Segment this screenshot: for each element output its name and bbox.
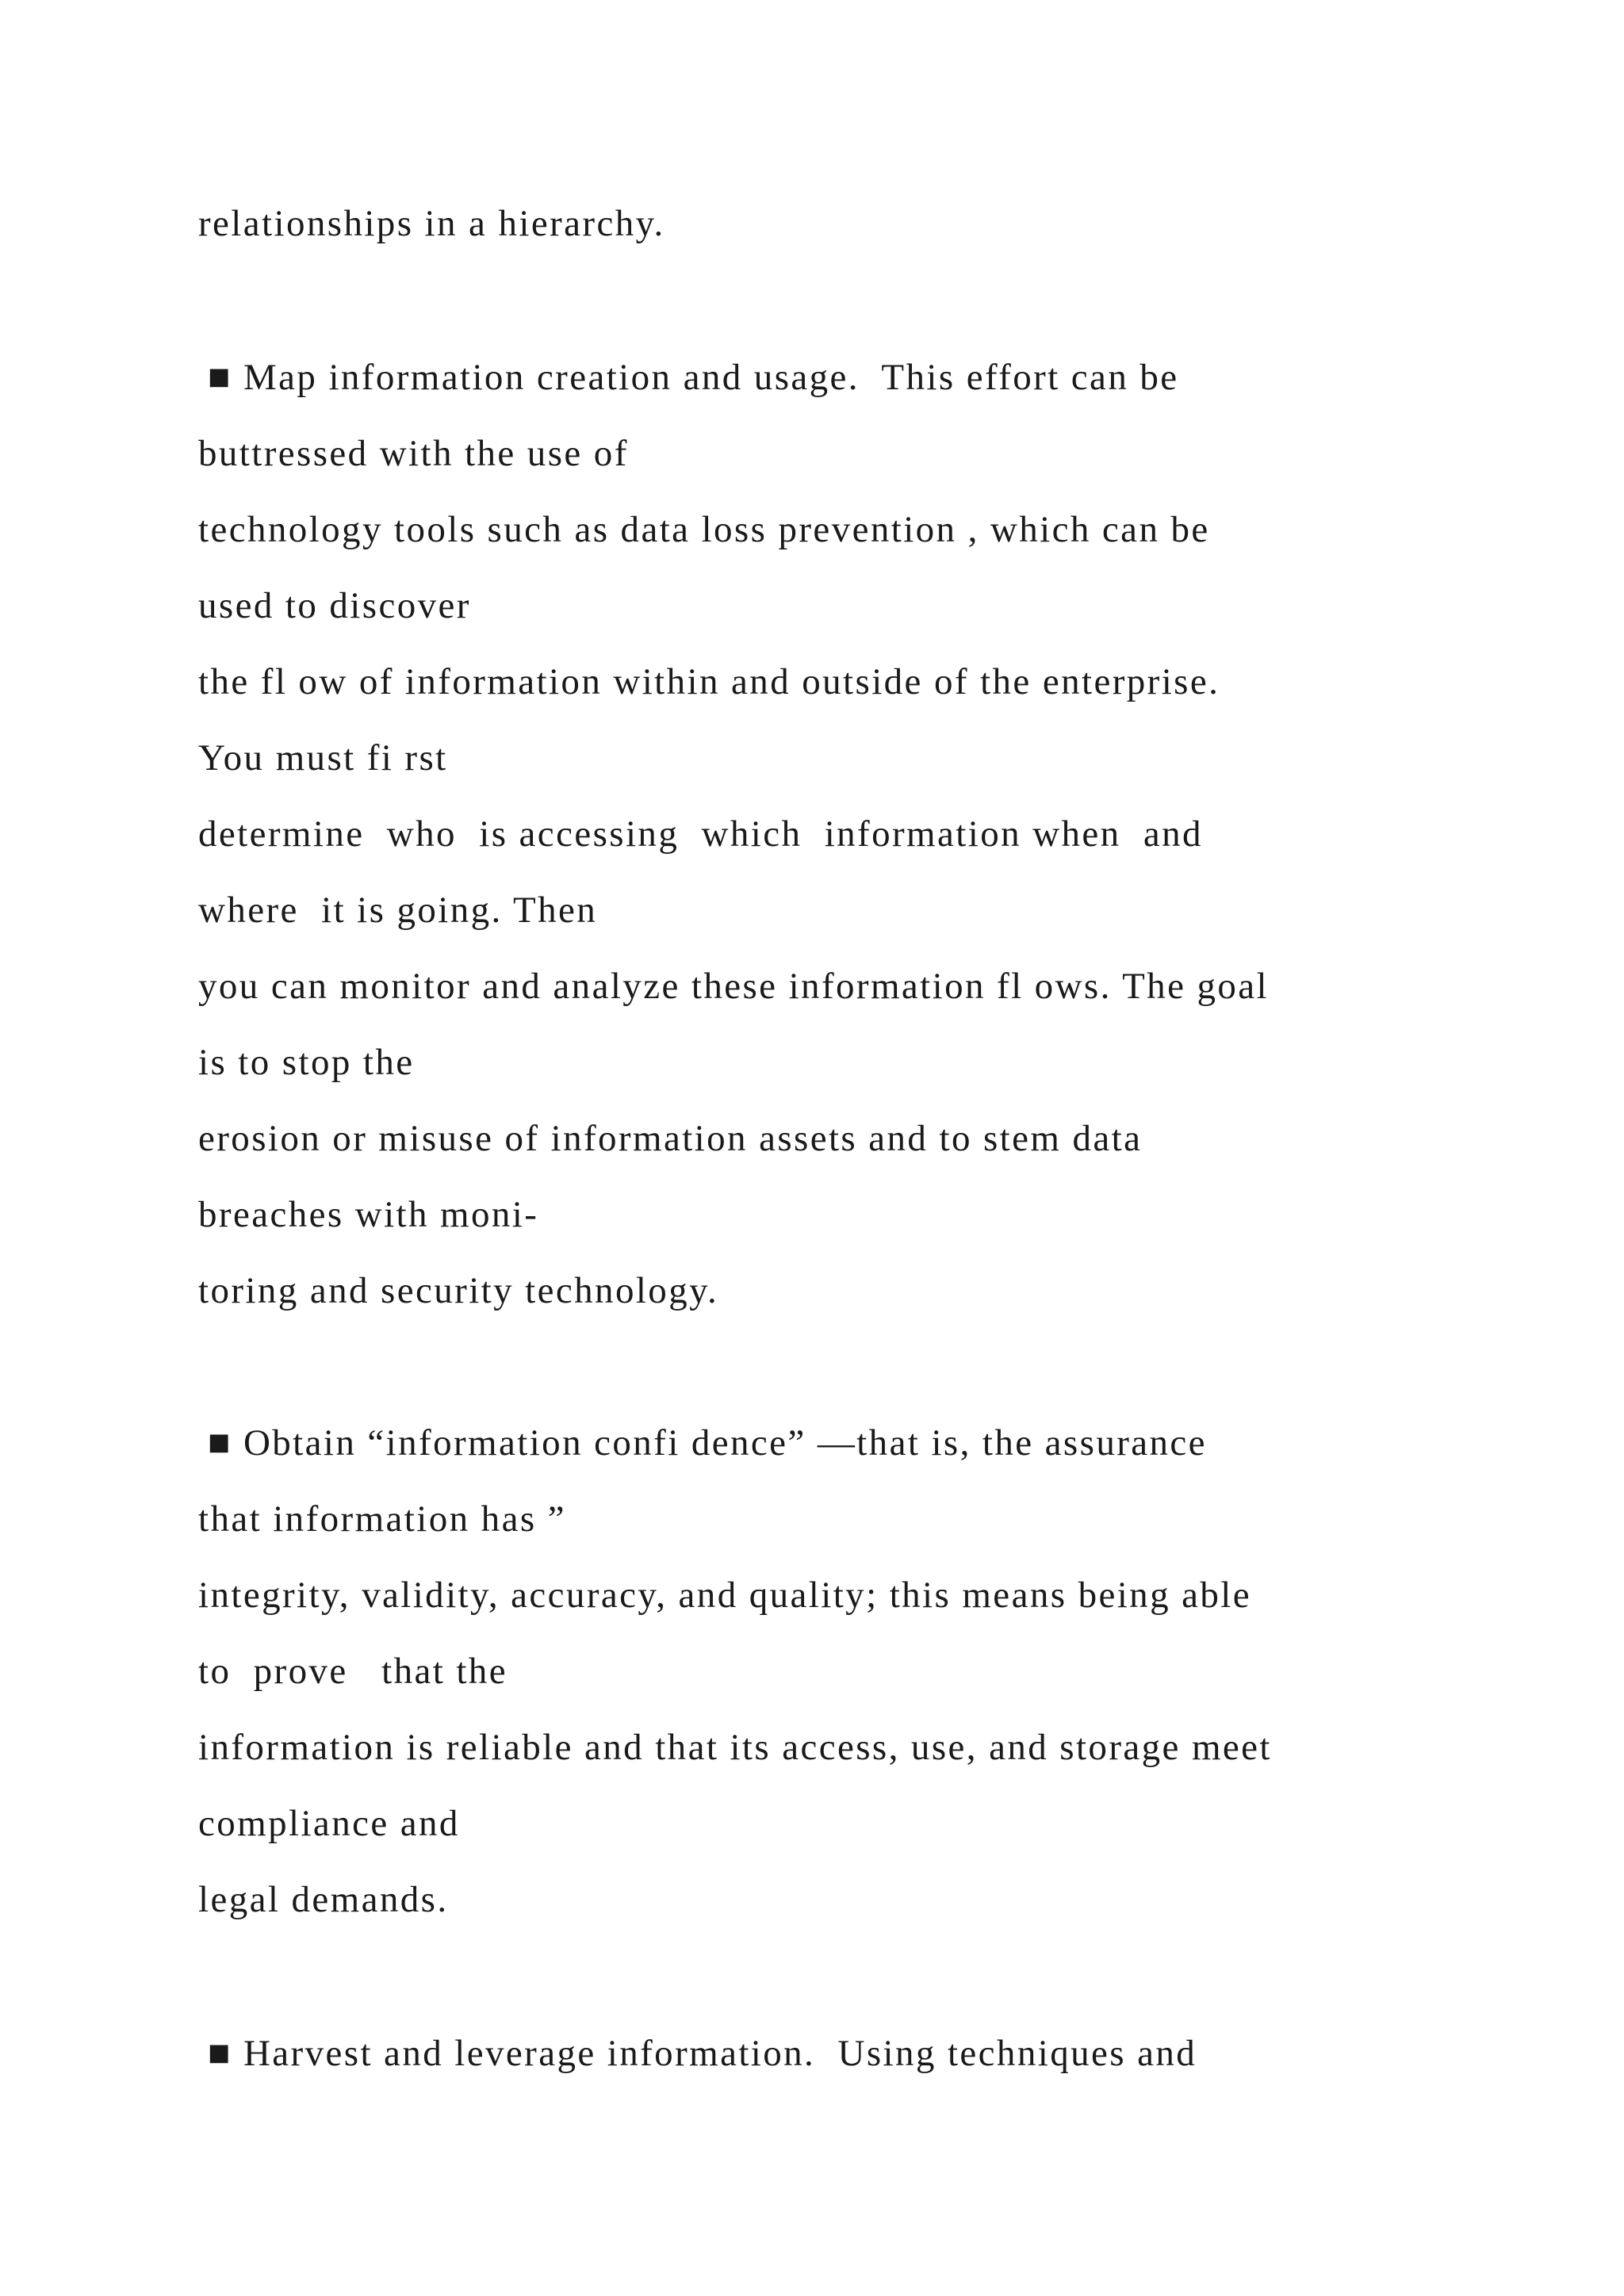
text-line: erosion or misuse of information assets and to stem data — [198, 1118, 1143, 1159]
text-line: compliance and — [198, 1803, 460, 1844]
bullet-item-harvest-information: ■ Harvest and leverage information. Using techniques and — [208, 2033, 1197, 2074]
text-line: is to stop the — [198, 1042, 415, 1083]
text-line: determine who is accessing which information when and — [198, 813, 1203, 855]
bullet-item-map-information: ■ Map information creation and usage. This effort can be — [208, 357, 1179, 398]
text-line: used to discover — [198, 585, 471, 626]
text-line: technology tools such as data loss prevention , which can be — [198, 509, 1210, 550]
bullet-item-information-confidence: ■ Obtain “information confi dence” —that is, the assurance — [208, 1422, 1207, 1464]
text-line: integrity, validity, accuracy, and quality; this means being able — [198, 1575, 1252, 1616]
text-line: You must fi rst — [198, 737, 448, 779]
text-line: buttressed with the use of — [198, 433, 629, 474]
text-line: information is reliable and that its access, use, and storage meet — [198, 1727, 1272, 1768]
text-line: you can monitor and analyze these information fl ows. The goal — [198, 966, 1270, 1007]
text-line: the fl ow of information within and outside of the enterprise. — [198, 661, 1220, 702]
text-line: where it is going. Then — [198, 890, 598, 931]
text-line: to prove that the — [198, 1651, 508, 1692]
text-line: that information has ” — [198, 1498, 566, 1540]
text-line: relationships in a hierarchy. — [198, 203, 665, 244]
text-line: breaches with moni- — [198, 1194, 539, 1235]
text-line: toring and security technology. — [198, 1270, 719, 1311]
text-line: legal demands. — [198, 1879, 449, 1920]
